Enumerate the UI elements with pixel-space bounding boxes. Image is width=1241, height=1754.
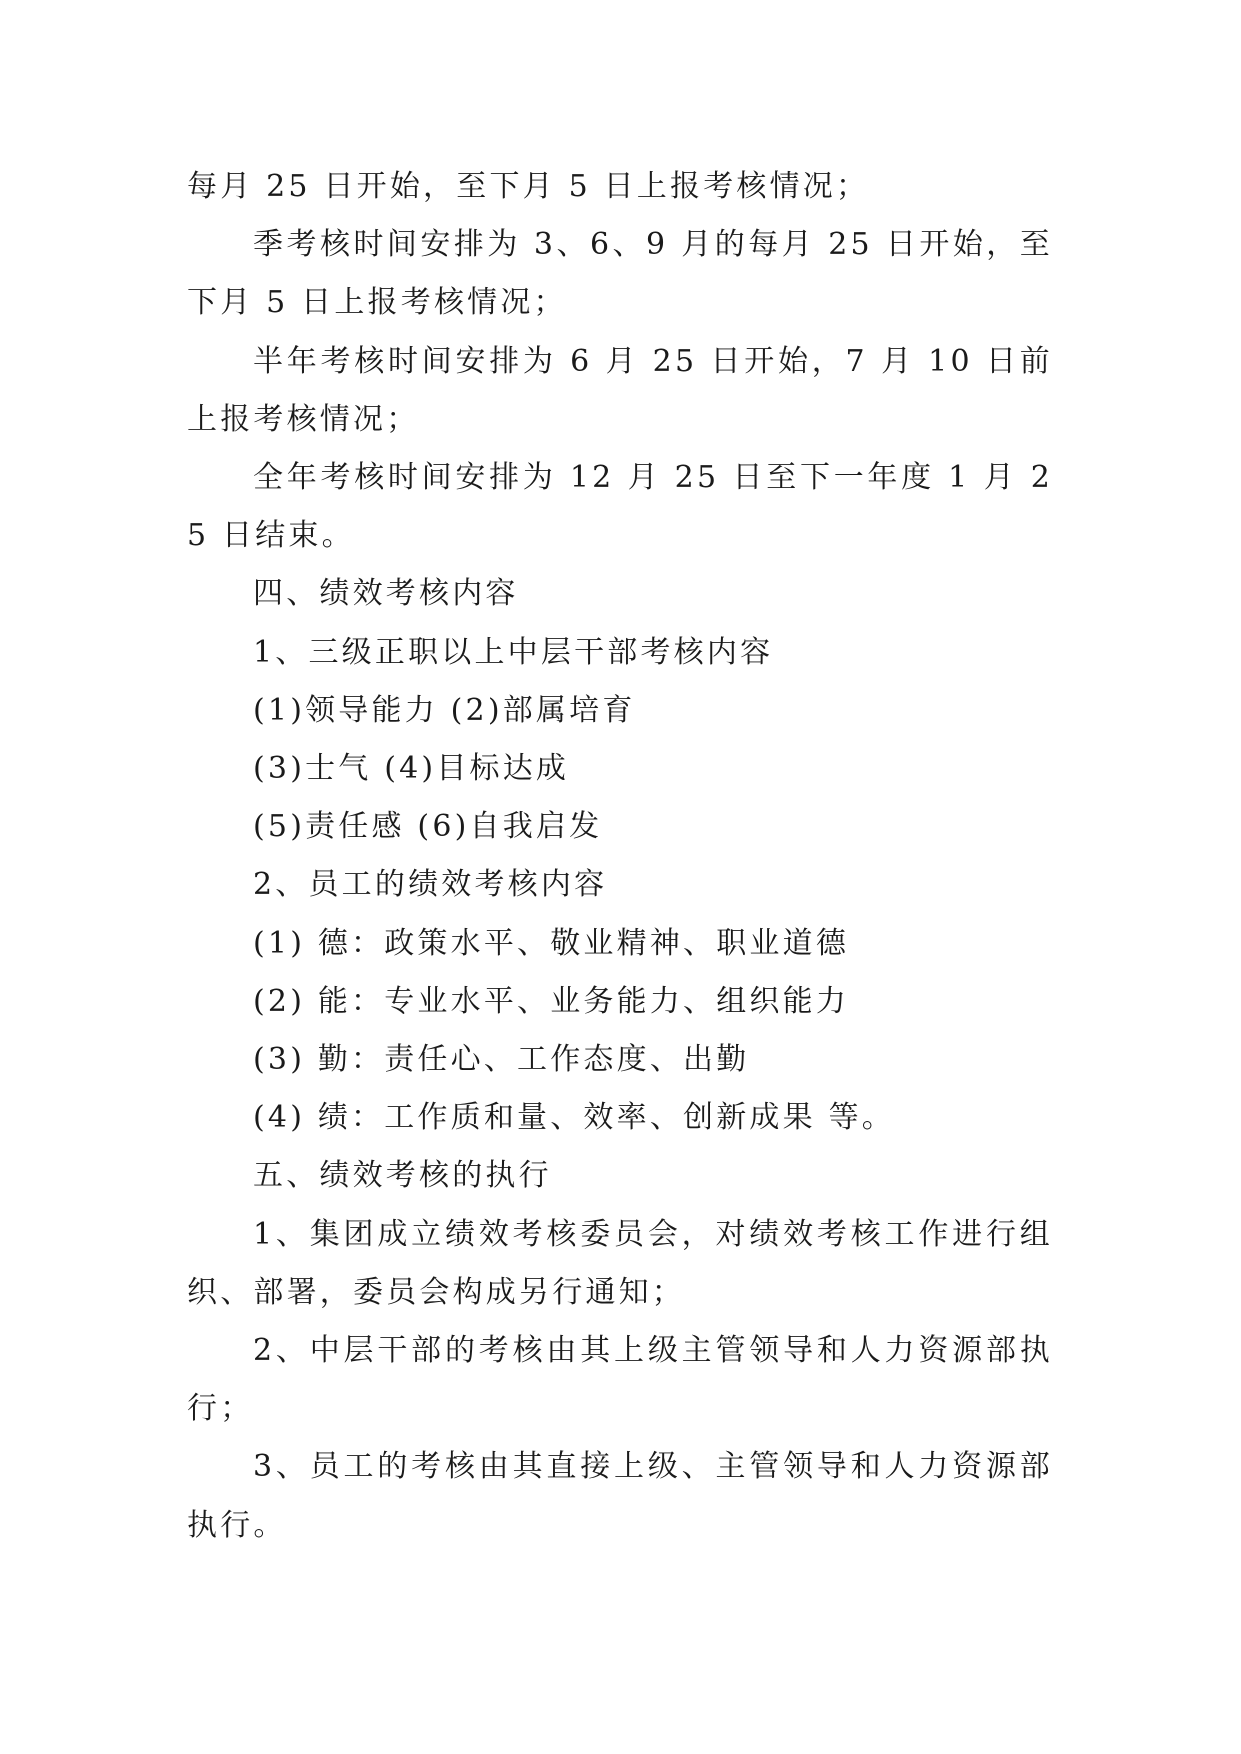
paragraph-annual-schedule: 全年考核时间安排为 12 月 25 日至下一年度 1 月 25 日结束。 bbox=[187, 460, 1053, 554]
paragraph-half-year-schedule: 半年考核时间安排为 6 月 25 日开始，7 月 10 日前上报考核情况； bbox=[187, 343, 1053, 437]
subheading-manager-content: 1、三级正职以上中层干部考核内容 bbox=[253, 634, 774, 670]
paragraph-quarterly-schedule: 季考核时间安排为 3、6、9 月的每月 25 日开始，至下月 5 日上报考核情况； bbox=[187, 227, 1053, 321]
paragraph-execution-3: 3、员工的考核由其直接上级、主管领导和人力资源部执行。 bbox=[187, 1449, 1053, 1543]
list-item-manager-1: (1)领导能力 (2)部属培育 bbox=[253, 692, 636, 728]
list-item-manager-3: (5)责任感 (6)自我启发 bbox=[253, 809, 603, 845]
subheading-employee-content: 2、员工的绩效考核内容 bbox=[253, 867, 608, 903]
paragraph-monthly-schedule-continued: 每月 25 日开始，至下月 5 日上报考核情况； bbox=[187, 169, 870, 204]
list-item-employee-3: (3) 勤：责任心、工作态度、出勤 bbox=[253, 1042, 750, 1078]
list-item-manager-2: (3)士气 (4)目标达成 bbox=[253, 751, 570, 787]
list-item-employee-2: (2) 能：专业水平、业务能力、组织能力 bbox=[253, 983, 850, 1019]
paragraph-execution-1: 1、集团成立绩效考核委员会，对绩效考核工作进行组织、部署，委员会构成另行通知； bbox=[187, 1216, 1053, 1310]
paragraph-execution-2: 2、中层干部的考核由其上级主管领导和人力资源部执行； bbox=[187, 1333, 1053, 1427]
section-heading-execution: 五、绩效考核的执行 bbox=[253, 1158, 552, 1194]
document-body bbox=[187, 158, 1053, 1555]
section-heading-content: 四、绩效考核内容 bbox=[253, 576, 519, 612]
list-item-employee-4: (4) 绩：工作质和量、效率、创新成果 等。 bbox=[253, 1100, 895, 1136]
list-item-employee-1: (1) 德：政策水平、敬业精神、职业道德 bbox=[253, 925, 850, 961]
